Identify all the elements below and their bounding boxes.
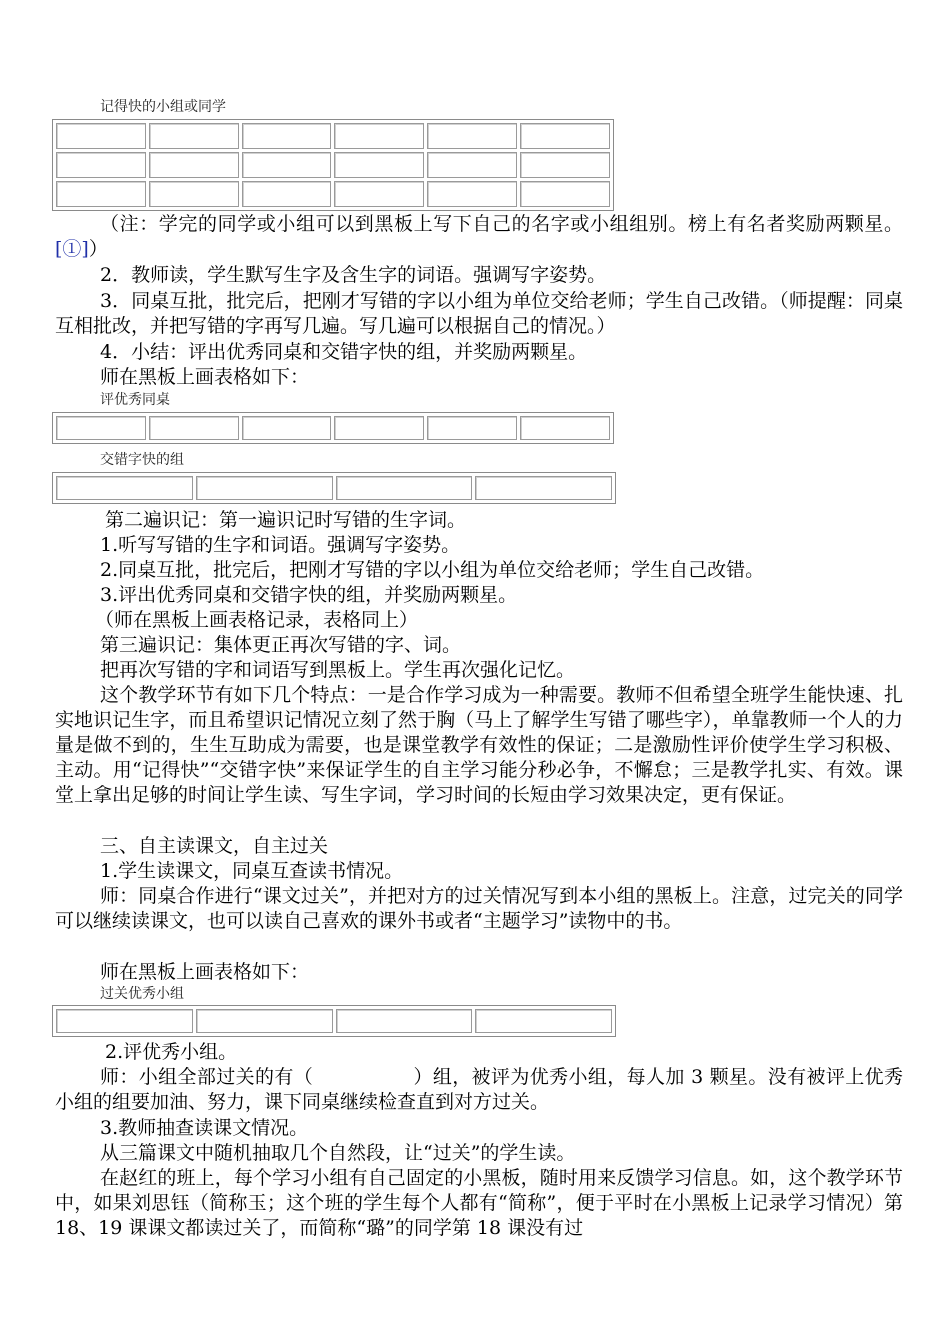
excellent-group-text-b: ）组，被评为优秀小组，每人加 3 颗星。没有被评上优秀小组的组要加油、努力，课下同桌继续检查直到对方过关。 (55, 1066, 903, 1113)
excellent-group-text-a: 师：小组全部过关的有（ (100, 1066, 314, 1088)
table-row (56, 1009, 612, 1033)
step2-item3: 3.评出优秀同桌和交错字快的组，并奖励两颗星。 (100, 584, 518, 606)
table4-grid (52, 1005, 616, 1037)
section3-table-intro: 师在黑板上画表格如下： (100, 961, 310, 983)
section-3-heading: 三、自主读课文，自主过关 (100, 835, 329, 857)
table2-grid (52, 412, 614, 444)
table-row (56, 416, 610, 440)
note-paragraph (55, 212, 903, 262)
section3-teacher: 师：同桌合作进行“课文过关”，并把对方的过关情况写到本小组的黑板上。注意，过完关的同学可以继续读课文，也可以读自己喜欢的课外书或者“主题学习”读物中的书。 (55, 885, 903, 932)
table4-caption: 过关优秀小组 (100, 986, 184, 1002)
features-paragraph: 这个教学环节有如下几个特点：一是合作学习成为一种需要。教师不但希望全班学生能快速、扎实地识记生字，而且希望识记情况立刻了然于胸（马上了解学生写错了哪些字），单靠教师一个人的力量是做不到的，生生互助成为需要，也是课堂教学有效性的保证；二是激励性评价使学生学习积极、主动。用“记得快”“交错字快”来保证学生的自主学习能分秒必争，不懈怠；三是教学扎实、有效。课堂上拿出足够的时间让学生读、写生字词，学习时间的长短由学习效果决定，更有保证。 (55, 684, 903, 806)
step2-item2: 2.同桌互批，批完后，把刚才写错的字以小组为单位交给老师；学生自己改错。 (100, 559, 765, 581)
paragraph-3: 3．同桌互批，批完后，把刚才写错的字以小组为单位交给老师；学生自己改错。（师提醒：同桌互相批改，并把写错的字再写几遍。写几遍可以根据自己的情况。） (55, 290, 903, 337)
table-row (56, 476, 612, 500)
section3-item2: 2.评优秀小组。 (105, 1041, 238, 1063)
step2-note: （师在黑板上画表格记录，表格同上） (95, 609, 419, 631)
table2-caption: 评优秀同桌 (100, 392, 170, 408)
note-close: ） (88, 238, 108, 260)
table3-caption: 交错字快的组 (100, 452, 184, 468)
table-row (56, 181, 610, 207)
paragraph-5: 师在黑板上画表格如下： (100, 366, 310, 388)
step2-intro: 第二遍识记：第一遍识记时写错的生字词。 (105, 509, 467, 531)
step2-item1: 1.听写写错的生字和词语。强调写字姿势。 (100, 534, 461, 556)
excellent-group-paragraph (55, 1065, 903, 1115)
step3-text: 把再次写错的字和词语写到黑板上。学生再次强化记忆。 (100, 659, 576, 681)
random-check: 从三篇课文中随机抽取几个自然段，让“过关”的学生读。 (100, 1142, 576, 1164)
footnote-link[interactable]: [①] (55, 238, 89, 260)
step3-intro: 第三遍识记：集体更正再次写错的字、词。 (100, 634, 462, 656)
section3-item1: 1.学生读课文，同桌互查读书情况。 (100, 860, 404, 882)
zhaohong-paragraph: 在赵红的班上，每个学习小组有自己固定的小黑板，随时用来反馈学习信息。如，这个教学环节中，如果刘思钰（简称玉；这个班的学生每个人都有“简称”，便于平时在小黑板上记录学习情况）第 18、19 课课文都读过关了，而简称“璐”的同学第 18 课没有过 (55, 1167, 903, 1239)
table-row (56, 152, 610, 178)
paragraph-2: 2．教师读，学生默写生字及含生字的词语。强调写字姿势。 (100, 264, 607, 286)
paragraph-4: 4．小结：评出优秀同桌和交错字快的组，并奖励两颗星。 (100, 341, 588, 363)
table1-caption: 记得快的小组或同学 (100, 99, 226, 115)
note-text: （注：学完的同学或小组可以到黑板上写下自己的名字或小组组别。榜上有名者奖励两颗星。 (100, 213, 903, 235)
section3-item3: 3.教师抽查读课文情况。 (100, 1117, 309, 1139)
table-row (56, 123, 610, 149)
table1-grid (52, 119, 614, 211)
table3-grid (52, 472, 616, 504)
